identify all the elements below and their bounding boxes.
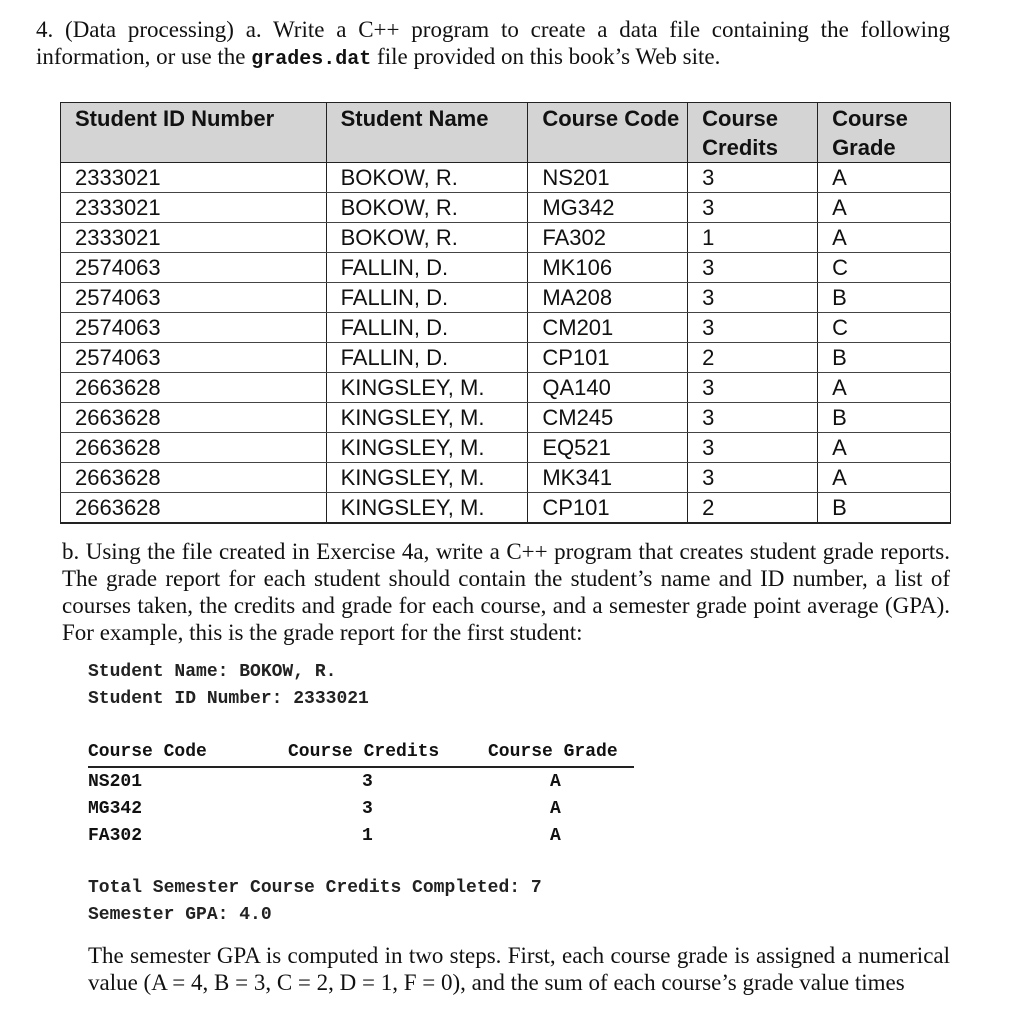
report-header-code: Course Code [88,742,207,762]
cell-course-credits: 3 [688,433,818,463]
cell-course-grade: B [818,493,951,524]
cell-course-code: MG342 [528,193,688,223]
part-b-paragraph: b. Using the file created in Exercise 4a, write a C++ program that creates student grade reports. The grade report for each student should contain the student’s name and ID number, a list of courses taken, the credits and grade for each course, and a semester grade point average (GPA). For example, this is the grade report for the first student: [62,539,950,645]
table-row [61,163,951,193]
cell-student-id: 2574063 [61,283,327,313]
cell-course-grade: A [818,373,951,403]
cell-student-name: FALLIN, D. [326,283,528,313]
table-row [61,313,951,343]
table-row [61,283,951,313]
part-b-text [62,538,950,646]
cell-course-credits: 3 [688,313,818,343]
report-header-credits: Course Credits [288,742,440,762]
report-cell-grade: A [550,771,561,792]
cell-course-credits: 3 [688,283,818,313]
cell-course-code: CM245 [528,403,688,433]
cell-student-name: FALLIN, D. [326,253,528,283]
cell-course-credits: 3 [688,163,818,193]
report-row [88,768,634,795]
report-cell-code: NS201 [88,771,143,792]
header-course-grade: Course Grade [818,103,951,163]
report-row [88,822,634,849]
cell-course-grade: B [818,343,951,373]
cell-student-id: 2333021 [61,193,327,223]
cell-course-code: QA140 [528,373,688,403]
exercise-number: 4. [36,17,54,42]
report-header-grade: Course Grade [488,742,618,762]
header-course-code: Course Code [528,103,688,163]
cell-course-code: CP101 [528,343,688,373]
report-total-line: Total Semester Course Credits Completed: 7 [88,878,542,898]
report-table-header [88,742,634,768]
cell-student-name: KINGSLEY, M. [326,403,528,433]
report-cell-credits: 3 [362,798,373,819]
cell-course-credits: 1 [688,223,818,253]
cell-student-id: 2333021 [61,223,327,253]
grades-table [60,102,951,524]
cell-course-credits: 3 [688,193,818,223]
cell-student-id: 2663628 [61,373,327,403]
table-row [61,463,951,493]
table-row [61,433,951,463]
cell-course-credits: 3 [688,403,818,433]
cell-student-name: KINGSLEY, M. [326,463,528,493]
cell-student-id: 2333021 [61,163,327,193]
cell-course-code: MA208 [528,283,688,313]
cell-course-grade: A [818,193,951,223]
report-row [88,795,634,822]
cell-course-code: FA302 [528,223,688,253]
table-row [61,403,951,433]
cell-course-code: EQ521 [528,433,688,463]
report-cell-grade: A [550,825,561,846]
report-gpa-line: Semester GPA: 4.0 [88,905,272,925]
report-cell-credits: 1 [362,825,373,846]
cell-course-grade: A [818,163,951,193]
cell-course-code: CP101 [528,493,688,524]
cell-student-id: 2663628 [61,463,327,493]
cell-student-name: KINGSLEY, M. [326,493,528,524]
table-row [61,223,951,253]
cell-student-id: 2574063 [61,343,327,373]
header-student-id: Student ID Number [61,103,327,163]
cell-student-name: BOKOW, R. [326,193,528,223]
cell-student-id: 2574063 [61,253,327,283]
table-row [61,193,951,223]
cell-student-id: 2663628 [61,403,327,433]
report-cell-credits: 3 [362,771,373,792]
cell-course-credits: 3 [688,463,818,493]
table-row [61,253,951,283]
cell-student-id: 2663628 [61,493,327,524]
table-row [61,373,951,403]
report-cell-code: MG342 [88,798,143,819]
report-id-line: Student ID Number: 2333021 [88,689,369,709]
cell-course-credits: 3 [688,253,818,283]
part-a-text: (Data processing) a. Write a C++ program to create a data file containing the following information, or use the [36,17,950,69]
cell-course-grade: A [818,223,951,253]
table-row [61,343,951,373]
cell-student-name: FALLIN, D. [326,313,528,343]
cell-student-name: BOKOW, R. [326,223,528,253]
cell-student-id: 2574063 [61,313,327,343]
report-name-line: Student Name: BOKOW, R. [88,662,337,682]
cell-student-name: FALLIN, D. [326,343,528,373]
report-course-table [88,742,634,849]
grades-table-header [61,103,951,163]
cell-course-code: MK106 [528,253,688,283]
report-cell-code: FA302 [88,825,143,846]
cell-student-id: 2663628 [61,433,327,463]
cell-course-grade: A [818,463,951,493]
header-student-name: Student Name [326,103,528,163]
cell-student-name: KINGSLEY, M. [326,433,528,463]
cell-course-grade: B [818,283,951,313]
part-a-suffix: file provided on this book’s Web site. [377,44,721,69]
closing-paragraph: The semester GPA is computed in two steps. First, each course grade is assigned a numerical value (A = 4, B = 3, C = 2, D = 1, F = 0), and the sum of each course’s grade value times [88,943,950,995]
cell-course-code: CM201 [528,313,688,343]
cell-student-name: BOKOW, R. [326,163,528,193]
file-name: grades.dat [251,48,372,71]
cell-course-code: MK341 [528,463,688,493]
cell-course-code: NS201 [528,163,688,193]
cell-student-name: KINGSLEY, M. [326,373,528,403]
cell-course-grade: C [818,253,951,283]
header-course-credits: Course Credits [688,103,818,163]
cell-course-grade: B [818,403,951,433]
cell-course-credits: 2 [688,493,818,524]
cell-course-credits: 2 [688,343,818,373]
exercise-4-intro [36,16,950,73]
report-cell-grade: A [550,798,561,819]
table-row [61,493,951,524]
cell-course-credits: 3 [688,373,818,403]
cell-course-grade: C [818,313,951,343]
cell-course-grade: A [818,433,951,463]
